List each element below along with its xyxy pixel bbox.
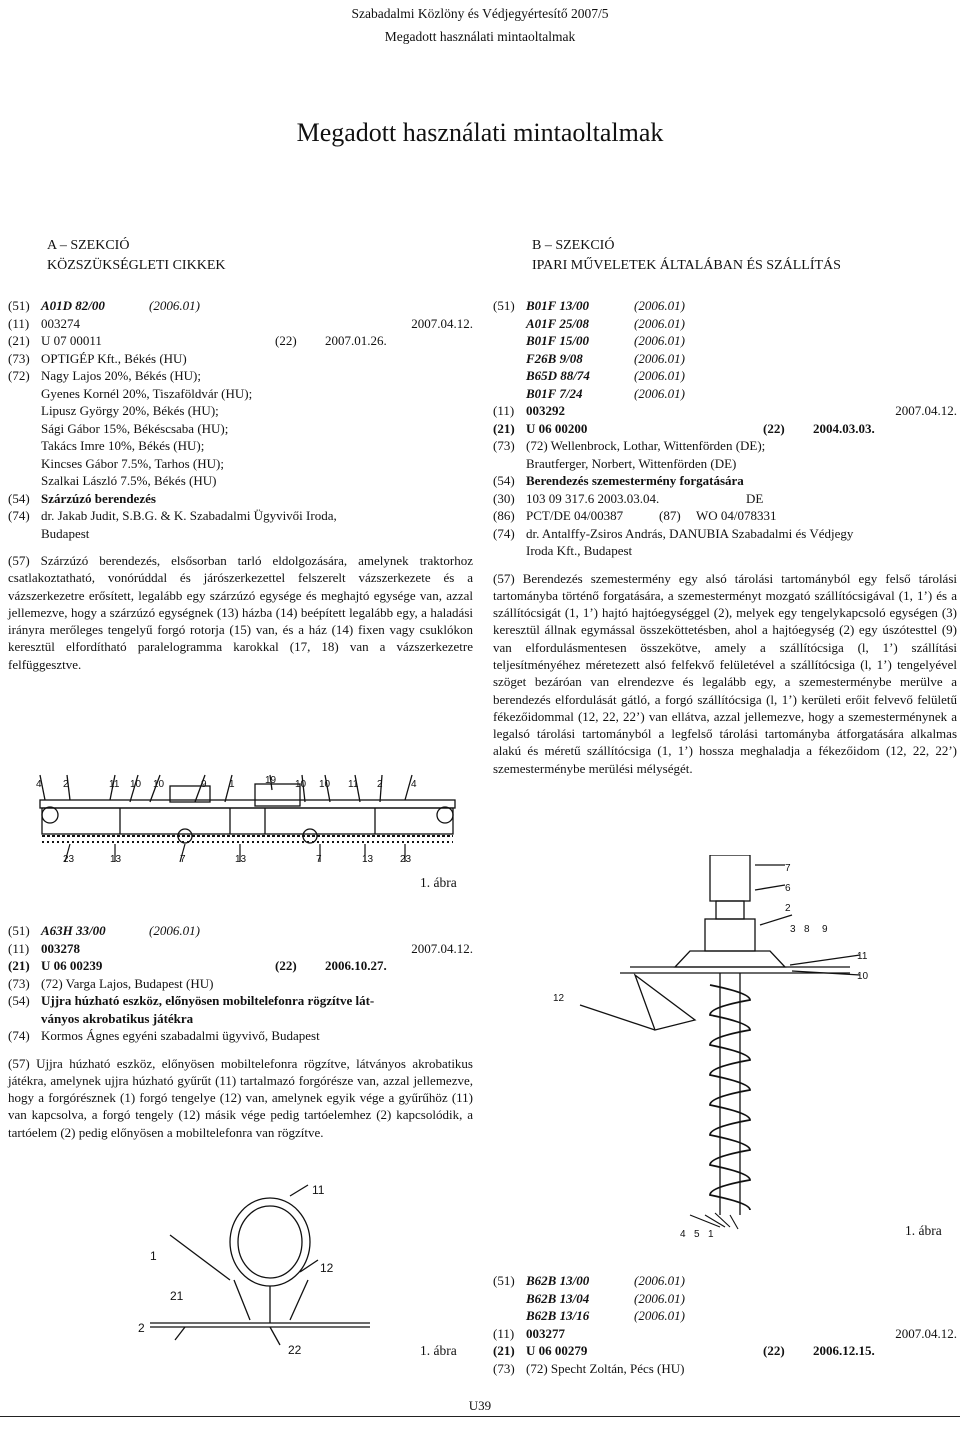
figure-caption: 1. ábra [420,875,457,890]
figure-ujj-eszkoz [130,1180,430,1360]
running-header [0,2,960,48]
page-title: Megadott használati mintaoltalmak [296,118,664,147]
abstract-003278: (57) Ujjra húzható eszköz, előnyösen mobiltelefonra rögzítve, látványos akrobatikus játékra, amelynek ujjra húzható gyűrűt (11) tartalmazó forgórésze van, azzal jellemezve, hogy a forgórésznek (1) forgó tengelye (12) van, amelynek egyik vége a gyűrűhöz (11) van kapcsolva, a forgó tengely (12) másik vége pedig tartóelemhez (2) kapcsolódik, a tartóelem (2) pedig előnyösen a mobiltelefonra van rögzítve. [8,1055,473,1140]
forgato-drawing-icon [560,855,880,1245]
record-003278: (51) A63H 33/00 (2006.01) (11) 003278 2007.04.12. (21) U 06 00239 (22) 2006.10.27. (73) (72) Varga Lajos, Budapest (HU) (54) Ujjra húzható eszköz, előnyösen mobiltelefonra rögzítve lát- ványos akrobatikus játékra (74) Kormos Ágnes egyéni szabadalmi ügyvivő, Budapest (57) Ujjra húzható eszköz, előnyösen mobiltelefonra rögzítve, látványos akrobatikus játékra, amelynek ujjra húzható gyűrűt (11) tartalmazó forgórésze van, azzal jellemezve, hogy a forgórésznek (1) forgó tengelye (12) van, amelynek egyik vége a gyűrűhöz (11) van kapcsolva, a forgó tengely (12) másik vége pedig tartóelemhez (2) kapcsolódik, a tartóelem (2) pedig előnyösen a mobiltelefonra van rögzítve. [8,923,473,1140]
abstract-003292: (57) Berendezés szemestermény egy alsó tárolási tartományból egy felső tárolási tartományba történő forgatására, a szemesterményt mozgató szállítócsigával (1, 1’) és a szállítócsigát (1, 1’) hajtó hajtóegységgel (2), melyek egy tengelykapcsoló egységen (3) keresztül állnak egymással összeköttetésben, ahol a hajtóegység (2) egy úszótesttel (9) van elfordulásmentesen összekötve, amely a szállítócsiga (l, 1’) szállítási teljesítményéhez méretezett alsó felfekvő felületével a szállítócsiga (l, 1’) tengelyével szöget bezáróan van elrendezve és legalább egy, a szemesterménybe merülve a berendezés elfordulását gátló, a forgó szállítócsiga (l, 1’) kerületi erőit felvevő felületű fékezőidommal (12, 22, 22’) van ellátva, azzal jellemezve, hogy a szemesterménynek a legalsó tárolási tartományból a legfelső tárolási tartományba átforgatására alkalmas alakú és méretű szállítócsiga (1, 1’) hossza meghaladja a fékezőidom (12, 22, 22’) szemesterménybe merülési mélységét. [493,570,957,776]
record-003274: (51) A01D 82/00 (2006.01) (11) 003274 2007.04.12. (21) U 07 00011 (22) 2007.01.26. (73) OPTIGÉP Kft., Békés (HU) (72) Nagy Lajos 20%, Békés (HU); Gyenes Kornél 20%, Tiszaföldvár (HU); Lipusz György 20%, Békés (HU); Sági Gábor 15%, Békéscsaba (HU); Takács Imre 10%, Békés (HU); Kincses Gábor 7.5%, Tarhos (HU); Szalkai László 7.5%, Békés (HU) (54) Szárzúzó berendezés (74) dr. Jakab Judit, S.B.G. & K. Szabadalmi Ügyvivői Iroda, Budapest (57) Szárzúzó berendezés, elsősorban tarló eldolgozására, amelynek traktorhoz csatlakoztatható, vonórúddal és járószerkezettel felszerelt vázszerkezete és a vázszerkezetre erősített, legalább egy szárzúzó egysége és meghajtó egysége van, azzal jellemezve, hogy a szárzúzó egységnek (13) házba (14) beépített legalább egy, a haladási irányra merőleges tengelyű forgó rotorja (15) van, és a ház (14) fixen vagy csuklókon keresztül elfordítható paralelogramma karokkal (17, 18) van a vázszerkezetre felfüggesztve. [8,298,473,672]
footer-rule [0,1416,960,1417]
figure-forgato [560,855,880,1245]
figure-szarzuzo [20,770,475,890]
figure-caption: 1. ábra [420,1343,457,1358]
journal-name: Szabadalmi Közlöny és Védjegyértesítő 2007/5 [351,6,609,21]
header-section: Megadott használati mintaoltalmak [384,29,576,44]
left-section-heading: A – SZEKCIÓ KÖZSZÜKSÉGLETI CIKKEK [47,238,226,273]
record-003277: (51) B62B 13/00 (2006.01) B62B 13/04 (2006.01) B62B 13/16 (2006.01) (11) 003277 2007.04.12. (21) U 06 00279 (22) 2006.12.15. (73) (72) Specht Zoltán, Pécs (HU) [493,1273,957,1376]
abstract-003274: (57) Szárzúzó berendezés, elsősorban tarló eldolgozására, amelynek traktorhoz csatlakoztatható, vonórúddal és járószerkezettel felszerelt vázszerkezete és a vázszerkezetre erősített, legalább egy szárzúzó egysége és meghajtó egysége van, azzal jellemezve, hogy a szárzúzó egységnek (13) házba (14) beépített legalább egy, a haladási irányra merőleges tengelyű forgó rotorja (15) van, és a ház (14) fixen vagy csuklókon keresztül elfordítható paralelogramma karokkal (17, 18) van a vázszerkezetre felfüggesztve. [8,553,473,672]
right-section-heading: B – SZEKCIÓ IPARI MŰVELETEK ÁLTALÁBAN ÉS SZÁLLÍTÁS [532,238,841,273]
record-003292: (51) B01F 13/00 (2006.01) A01F 25/08 (2006.01) B01F 15/00 (2006.01) F26B 9/08 (2006.01) B65D 88/74 (2006.01) B01F 7/24 (2006.01) (11) 003292 2007.04.12. (21) U 06 00200 (22) 2004.03.03. (73) (72) Wellenbrock, Lothar, Wittenförden (DE); Brautferger, Norbert, Wittenförden (DE) (54) Berendezés szemestermény forgatására (30) 103 09 317.6 2003.03.04. DE (86) PCT/DE 04/00387 (87) WO 04/078331 (74) dr. Antalffy-Zsiros András, DANUBIA Szabadalmi és Védjegy Iroda Kft., Budapest (57) Berendezés szemestermény egy alsó tárolási tartományból egy felső tárolási tartományba történő forgatására, a szemesterményt mozgató szállítócsigával (1, 1’) és a szállítócsigát (1, 1’) hajtó hajtóegységgel (2), melyek egy tengelykapcsoló egységen (3) keresztül állnak egymással összeköttetésben, ahol a hajtóegység (2) egy úszótesttel (9) van elfordulásmentesen összekötve, amely a szállítócsiga (l, 1’) szállítási teljesítményéhez méretezett alsó felfekvő felületével a szállítócsiga (l, 1’) tengelyével szöget bezáróan van elrendezve és legalább egy, a szemesterménybe merülve a berendezés elfordulását gátló, a forgó szállítócsiga (l, 1’) kerületi erőit felvevő felületű fékezőidommal (12, 22, 22’) van ellátva, azzal jellemezve, hogy a szemesterménynek a legalsó tárolási tartományból a legfelső tárolási tartományba átforgatására alkalmas alakú és méretű szállítócsiga (1, 1’) hossza meghaladja a fékezőidom (12, 22, 22’) szemesterménybe merülési mélységét. [493,298,957,776]
ujj-eszkoz-drawing-icon [130,1180,430,1360]
title-szarzuzo: Szárzúzó berendezés [41,490,156,506]
page-number: U39 [468,1398,492,1413]
figure-caption: 1. ábra [905,1223,942,1238]
